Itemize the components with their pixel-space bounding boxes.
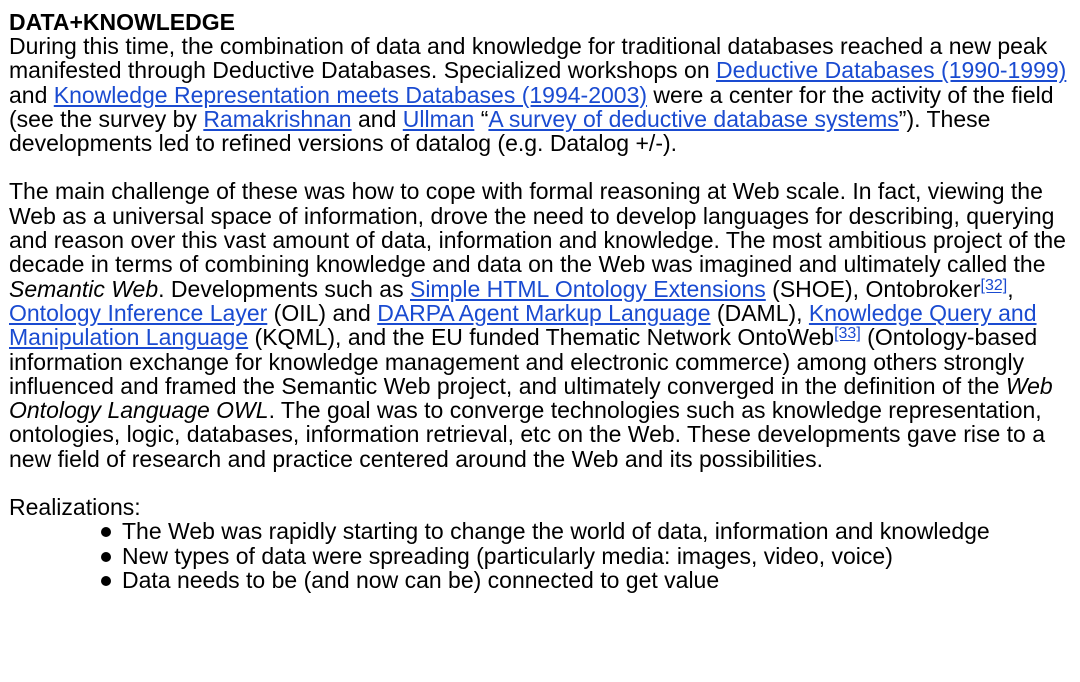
paragraph-gap bbox=[9, 471, 1070, 495]
paragraph-gap bbox=[9, 155, 1070, 179]
text-span: (DAML), bbox=[710, 299, 809, 326]
text-span: . Developments such as bbox=[158, 275, 410, 302]
text-span: “ bbox=[474, 105, 489, 132]
realizations-label: Realizations: bbox=[9, 494, 141, 521]
link-ullman[interactable]: Ullman bbox=[402, 105, 475, 132]
term-web-ontology-language: Web Ontology Language OWL bbox=[9, 372, 1053, 424]
text-span: (KQML), and the EU funded Thematic Network OntoWeb bbox=[248, 324, 835, 351]
term-semantic-web: Semantic Web bbox=[9, 275, 159, 302]
link-simple-html-ontology-extensions[interactable]: Simple HTML Ontology Extensions bbox=[409, 275, 766, 302]
link-ramakrishnan[interactable]: Ramakrishnan bbox=[203, 105, 352, 132]
list-item bbox=[101, 568, 1070, 592]
paragraph-semantic-web bbox=[9, 179, 1070, 471]
section-heading: DATA+KNOWLEDGE bbox=[9, 9, 235, 35]
text-span: and bbox=[9, 81, 54, 108]
link-knowledge-query-manipulation-language[interactable]: Knowledge Query and Manipulation Language bbox=[9, 299, 1037, 351]
list-item-text: Data needs to be (and now can be) connected to get value bbox=[122, 566, 720, 593]
reference-33 bbox=[834, 325, 861, 342]
text-span: (SHOE), Ontobroker bbox=[765, 275, 981, 302]
text-span: . The goal was to converge technologies such as knowledge representation, ontologies, logic, databases, information retrieval, etc on the Web. These developments gave rise to a new field of research and practice centered around the Web and its possibilities. bbox=[9, 397, 1046, 472]
text-span: The main challenge of these was how to cope with formal reasoning at Web scale. In fact, viewing the Web as a universal space of information, drove the need to develop languages for describing, querying and reason over this vast amount of data, information and knowledge. The most ambitious project of the decade in terms of combining knowledge and data on the Web was imagined and ultimately called the bbox=[9, 178, 1066, 278]
reference-32 bbox=[981, 277, 1008, 294]
reference-link-32[interactable]: [32] bbox=[980, 276, 1008, 294]
bullet-icon bbox=[101, 576, 111, 586]
list-item bbox=[101, 544, 1070, 568]
link-deductive-databases[interactable]: Deductive Databases (1990-1999) bbox=[716, 57, 1067, 84]
realizations-list bbox=[9, 519, 1070, 592]
text-span: and bbox=[351, 105, 403, 132]
list-item-text: New types of data were spreading (particularly media: images, video, voice) bbox=[122, 542, 893, 569]
text-span: (Ontology-based information exchange for knowledge management and electronic commerce) among others strongly influenced and framed the Semantic Web project, and ultimately converged in the definition of the bbox=[9, 324, 1038, 399]
text-span: (OIL) and bbox=[267, 299, 378, 326]
link-ontology-inference-layer[interactable]: Ontology Inference Layer bbox=[9, 299, 268, 326]
text-span: ”). These developments led to refined versions of datalog (e.g. Datalog +/-). bbox=[9, 105, 991, 157]
text-span: , bbox=[1007, 275, 1014, 302]
text-span: were a center for the activity of the field (see the survey by bbox=[9, 81, 1054, 132]
paragraph-deductive-databases bbox=[9, 34, 1070, 155]
link-survey-deductive-database-systems[interactable]: A survey of deductive database systems bbox=[488, 105, 899, 132]
link-knowledge-representation-meets-databases[interactable]: Knowledge Representation meets Databases (1994-2003) bbox=[53, 81, 648, 108]
bullet-icon bbox=[101, 552, 111, 562]
bullet-icon bbox=[101, 527, 111, 537]
reference-link-33[interactable]: [33] bbox=[834, 325, 861, 343]
link-darpa-agent-markup-language[interactable]: DARPA Agent Markup Language bbox=[377, 299, 711, 326]
list-item bbox=[101, 519, 1070, 543]
list-item-text: The Web was rapidly starting to change the world of data, information and knowledge bbox=[122, 518, 990, 545]
text-span: During this time, the combination of data and knowledge for traditional databases reached a new peak manifested through Deductive Databases. Specialized workshops on bbox=[9, 33, 1048, 84]
